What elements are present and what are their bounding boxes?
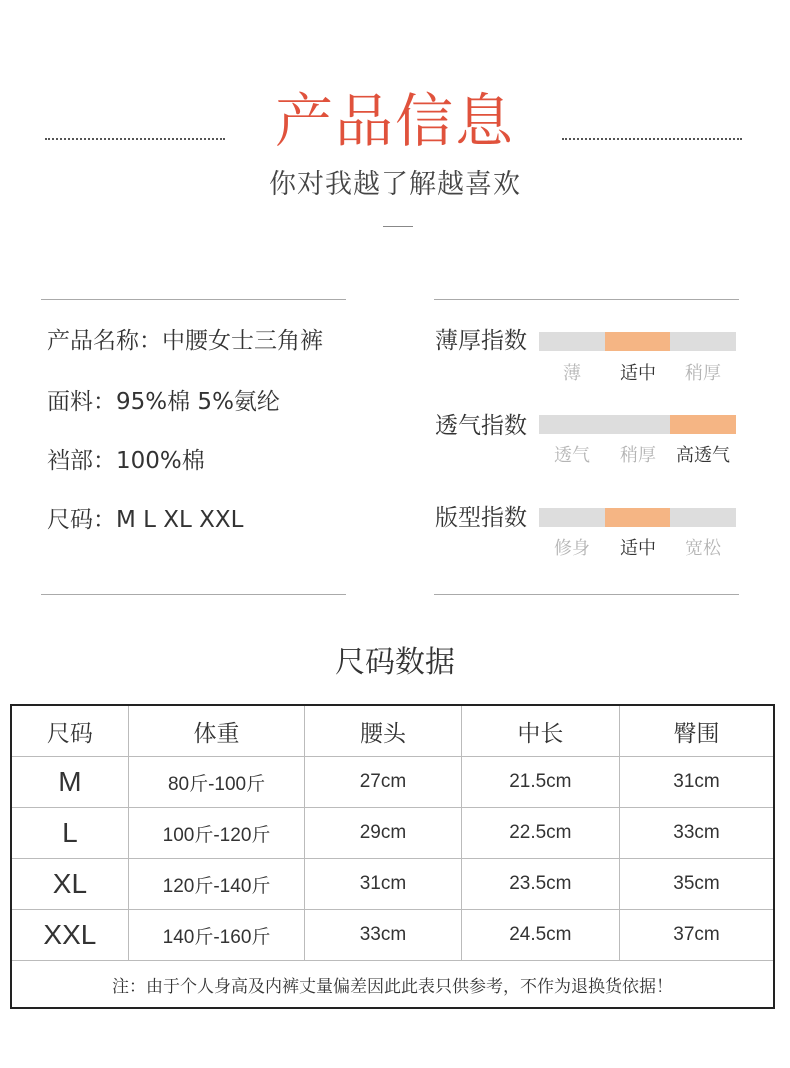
breathability-option-2: 稍厚 [620, 445, 656, 466]
thickness-index-bar [539, 332, 736, 351]
product-name: 产品名称：中腰女士三角裤 [47, 328, 323, 354]
table-note-row [11, 961, 774, 1009]
header-hip: 臀围 [620, 705, 774, 757]
index-bottom-rule [434, 594, 739, 595]
breathability-index-label: 透气指数 [435, 413, 527, 439]
table-row [11, 757, 774, 808]
header-size: 尺码 [11, 705, 128, 757]
header-waist: 腰头 [305, 705, 461, 757]
breathability-index-options [539, 443, 736, 469]
breathability-index-fill [670, 415, 736, 434]
breathability-option-3: 高透气 [676, 445, 730, 466]
table-header-row [11, 705, 774, 757]
info-top-rule [41, 299, 346, 300]
cell-size: XXL [11, 910, 128, 961]
cell-waist: 27cm [305, 757, 461, 808]
subtitle-divider [383, 226, 413, 227]
cell-length: 21.5cm [461, 757, 619, 808]
product-crotch: 裆部：100%棉 [47, 448, 205, 474]
info-bottom-rule [41, 594, 346, 595]
thickness-option-thick: 稍厚 [685, 363, 721, 384]
product-fabric: 面料：95%棉 5%氨纶 [47, 389, 280, 415]
fit-option-slim: 修身 [554, 538, 590, 559]
page-subtitle: 你对我越了解越喜欢 [269, 169, 521, 200]
thickness-option-thin: 薄 [563, 363, 581, 384]
fit-index-bar [539, 508, 736, 527]
cell-waist: 31cm [305, 859, 461, 910]
fit-index-label: 版型指数 [435, 505, 527, 531]
table-row [11, 859, 774, 910]
thickness-index-fill [605, 332, 671, 351]
size-table [10, 704, 775, 1009]
cell-weight: 80斤-100斤 [128, 757, 304, 808]
header-length: 中长 [461, 705, 619, 757]
cell-waist: 29cm [305, 808, 461, 859]
cell-weight: 100斤-120斤 [128, 808, 304, 859]
page-title: 产品信息 [274, 87, 515, 155]
product-sizes: 尺码：M L XL XXL [47, 507, 244, 533]
index-top-rule [434, 299, 739, 300]
cell-hip: 33cm [620, 808, 774, 859]
cell-length: 22.5cm [461, 808, 619, 859]
cell-size: M [11, 757, 128, 808]
cell-length: 24.5cm [461, 910, 619, 961]
cell-hip: 37cm [620, 910, 774, 961]
fit-option-medium: 适中 [620, 538, 656, 559]
table-row [11, 910, 774, 961]
cell-weight: 140斤-160斤 [128, 910, 304, 961]
thickness-option-medium: 适中 [620, 363, 656, 384]
fit-index-options [539, 536, 736, 562]
fit-option-loose: 宽松 [685, 538, 721, 559]
breathability-option-1: 透气 [554, 445, 590, 466]
size-table-title: 尺码数据 [335, 645, 455, 680]
cell-length: 23.5cm [461, 859, 619, 910]
table-row [11, 808, 774, 859]
cell-weight: 120斤-140斤 [128, 859, 304, 910]
size-table-note: 注：由于个人身高及内裤丈量偏差因此此表只供参考，不作为退换货依据！ [11, 961, 774, 1009]
cell-size: XL [11, 859, 128, 910]
thickness-index-label: 薄厚指数 [435, 328, 527, 354]
cell-hip: 35cm [620, 859, 774, 910]
header-weight: 体重 [128, 705, 304, 757]
fit-index-fill [605, 508, 671, 527]
breathability-index-bar [539, 415, 736, 434]
cell-hip: 31cm [620, 757, 774, 808]
cell-waist: 33cm [305, 910, 461, 961]
cell-size: L [11, 808, 128, 859]
thickness-index-options [539, 361, 736, 387]
